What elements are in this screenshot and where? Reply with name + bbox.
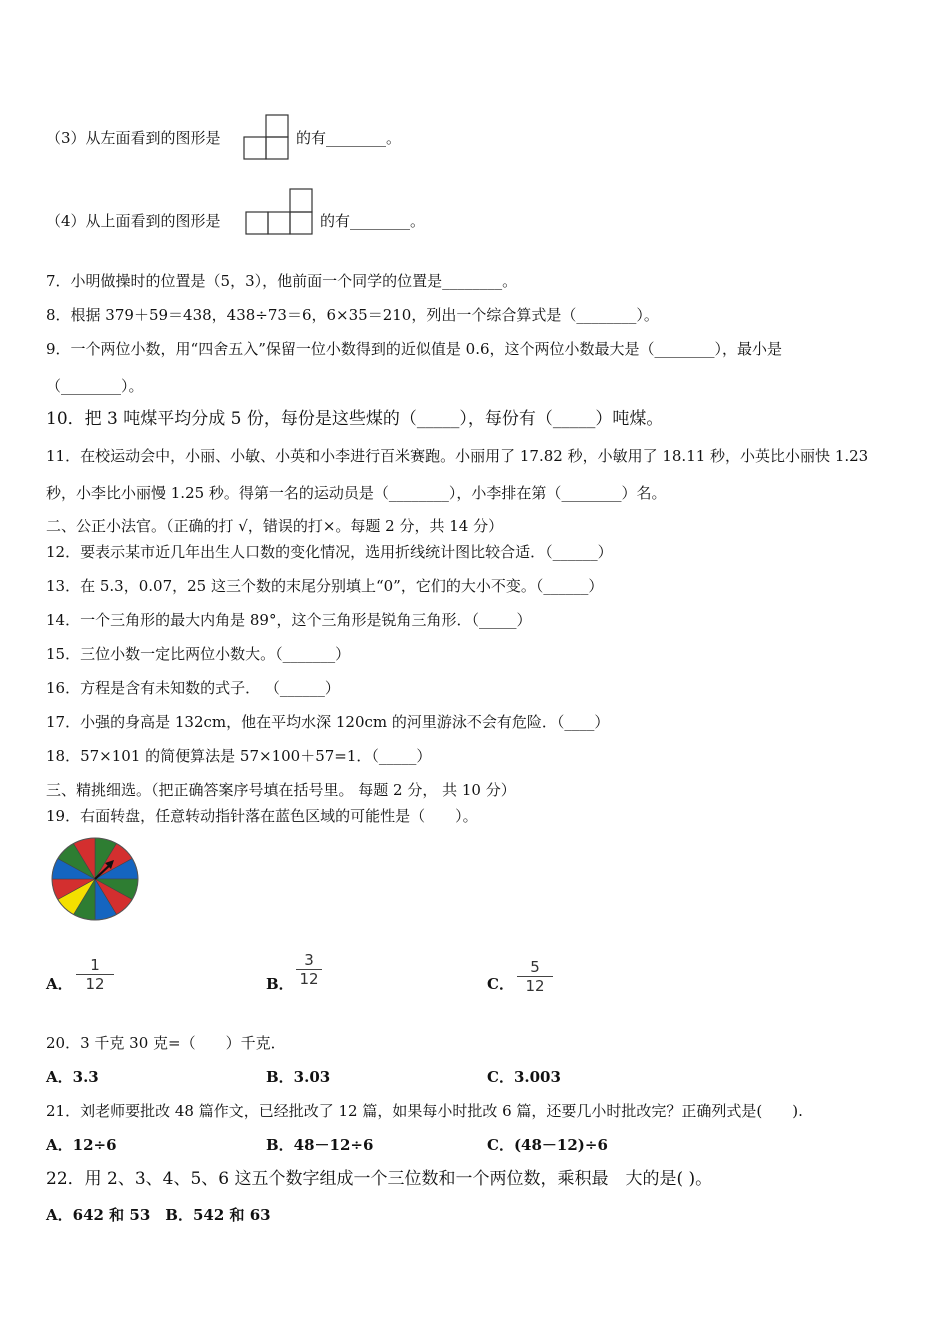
question-8: 8．根据 379＋59＝438，438÷73＝6，6×35＝210，列出一个综合算式是（________）。 — [46, 306, 659, 324]
top-view-figure — [245, 188, 315, 236]
question-7: 7．小明做操时的位置是（5，3），他前面一个同学的位置是________。 — [46, 272, 518, 290]
q3-prefix: （3）从左面看到的图形是 — [46, 129, 221, 147]
question-19: 19．右面转盘，任意转动指针落在蓝色区域的可能性是（ ）。 — [46, 807, 478, 825]
q21-option-b: B．48－12÷6 — [266, 1136, 374, 1154]
fraction-numerator: 3 — [304, 951, 314, 969]
spinner-wheel — [48, 835, 142, 923]
section-3-heading: 三、精挑细选。（把正确答案序号填在括号里。 每题 2 分， 共 10 分） — [46, 781, 516, 799]
question-11-line2: 秒，小李比小丽慢 1.25 秒。得第一名的运动员是（________），小李排在第（________）名。 — [46, 484, 667, 502]
question-15: 15．三位小数一定比两位小数大。（_______） — [46, 645, 351, 663]
q4-prefix: （4）从上面看到的图形是 — [46, 212, 221, 230]
question-22: 22．用 2、3、4、5、6 这五个数字组成一个三位数和一个两位数，乘积最 大的是( )。 — [46, 1169, 713, 1189]
fraction-numerator: 5 — [530, 958, 540, 976]
fraction-numerator: 1 — [90, 956, 100, 974]
left-view-figure — [243, 114, 291, 160]
q21-option-a: A．12÷6 — [46, 1136, 117, 1154]
q3-suffix: 的有________。 — [296, 129, 402, 147]
q4-suffix: 的有________。 — [320, 212, 426, 230]
question-21: 21．刘老师要批改 48 篇作文，已经批改了 12 篇，如果每小时批改 6 篇，还要几小时批改完？正确列式是( ). — [46, 1102, 803, 1120]
question-12: 12．要表示某市近几年出生人口数的变化情况，选用折线统计图比较合适．（______） — [46, 543, 613, 561]
fraction-denominator: 12 — [525, 977, 545, 995]
q3-line — [46, 128, 221, 148]
question-16: 16．方程是含有未知数的式子． （______） — [46, 679, 340, 697]
q19-option-c-fraction — [517, 959, 553, 994]
q20-option-a: A．3.3 — [46, 1068, 99, 1086]
question-17: 17．小强的身高是 132cm，他在平均水深 120cm 的河里游泳不会有危险．（____） — [46, 713, 610, 731]
question-13: 13．在 5.3，0.07，25 这三个数的末尾分别填上“0”，它们的大小不变。（______） — [46, 577, 604, 595]
question-18: 18．57×101 的简便算法是 57×100＋57=1．（_____） — [46, 747, 432, 765]
fraction-denominator: 12 — [299, 970, 319, 988]
fraction-denominator: 12 — [85, 975, 105, 993]
q21-option-c: C．(48－12)÷6 — [487, 1136, 608, 1154]
question-10: 10．把 3 吨煤平均分成 5 份，每份是这些煤的（_____），每份有（_____）吨煤。 — [46, 409, 664, 429]
q19-option-a-label: A． — [46, 975, 73, 993]
q4-line — [46, 211, 221, 231]
q19-option-c-label: C． — [487, 975, 514, 993]
question-9-line1: 9．一个两位小数，用“四舍五入”保留一位小数得到的近似值是 0.6，这个两位小数最大是（________），最小是 — [46, 340, 783, 358]
question-20: 20．3 千克 30 克=（ ）千克． — [46, 1034, 286, 1052]
q20-option-c: C．3.003 — [487, 1068, 561, 1086]
q20-option-b: B．3.03 — [266, 1068, 331, 1086]
section-2-heading: 二、公正小法官。（正确的打 √，错误的打×。每题 2 分，共 14 分） — [46, 517, 504, 535]
q19-option-a-fraction — [76, 957, 114, 992]
question-14: 14．一个三角形的最大内角是 89°，这个三角形是锐角三角形．（_____） — [46, 611, 532, 629]
q19-option-b-fraction — [296, 952, 322, 987]
question-9-line2: （________）。 — [46, 377, 144, 395]
q22-options: A．642 和 53 B．542 和 63 — [46, 1206, 271, 1224]
question-11-line1: 11．在校运动会中，小丽、小敏、小英和小李进行百米赛跑。小丽用了 17.82 秒，小敏用了 18.11 秒，小英比小丽快 1.23 — [46, 447, 869, 465]
q19-option-b-label: B． — [266, 975, 294, 993]
